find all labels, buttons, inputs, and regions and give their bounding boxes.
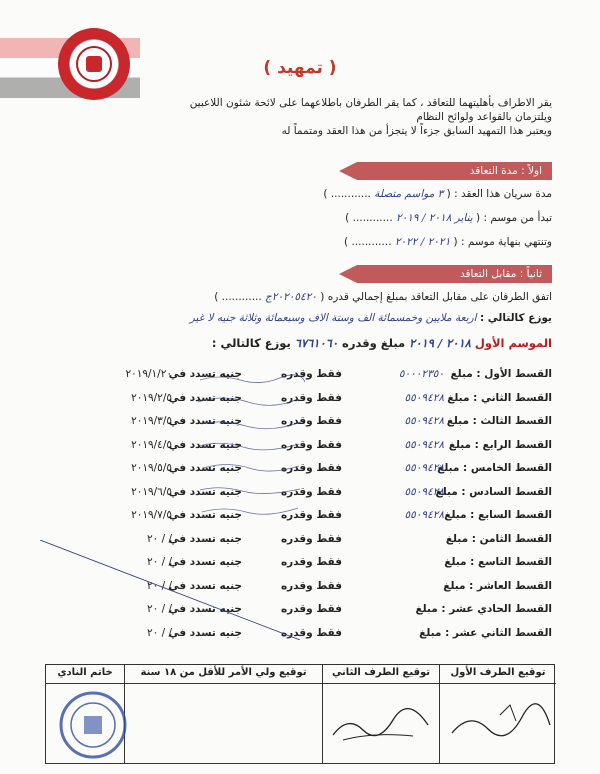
installment-words: فقط وقدره <box>280 556 342 568</box>
season-amount-label: مبلغ وقدره <box>342 336 406 350</box>
start-season-row: تبدأ من موسم : ( يناير ٢٠١٨ / ٢٠١٩ ............ ) <box>345 212 552 224</box>
installment-due: جنيه تسدد في <box>168 415 242 427</box>
installment-date: ٢٠١٩/٢/٥ <box>131 391 172 404</box>
installment-amount: ٥٥٠٩٤٢٨ <box>404 462 444 474</box>
installment-words: فقط وقدره <box>280 438 342 451</box>
installment-due: جنيه تسدد في <box>168 509 242 521</box>
installment-label: القسط الثالث : مبلغ <box>446 415 552 427</box>
installment-date: / / ٢٠ <box>146 579 172 592</box>
installment-date: / / ٢٠ <box>146 556 172 568</box>
installment-date: ٢٠١٩/١/٢٠ <box>125 368 172 380</box>
seal-caption: خاتم النادي <box>57 667 113 678</box>
installment-due: جنيه تسدد في <box>168 438 242 451</box>
handwritten-notes <box>195 372 305 522</box>
end-season-value: ٢٠٢١ / ٢٠٢٢ <box>394 236 451 248</box>
installment-amount: ٥٥٠٩٤٢٨ <box>404 391 444 404</box>
installment-amount: ٥٥٠٩٤٢٨ <box>404 509 444 521</box>
installment-date: / / ٢٠ <box>146 603 172 615</box>
installment-label: القسط الثاني : مبلغ <box>447 391 552 404</box>
intro-line-2: ويلتزمان بالقواعد ولوائح النظام <box>416 111 552 123</box>
installment-due: جنيه تسدد في <box>168 532 242 545</box>
intro-line-1: يقر الاطراف بأهليتهما للتعاقد ، كما يقر الطرفان باطلاعهما على لائحة شئون اللاعبين <box>189 97 552 109</box>
distribution-value: اربعة ملايين وخمسمائة الف وستة الاف وسبعمائة وثلاثة جنيه لا غير <box>189 312 477 324</box>
season-amount: ٦٧٦١٠٦٠ <box>294 336 339 350</box>
installment-words: فقط وقدره <box>280 391 342 404</box>
installment-words: فقط وقدره <box>280 485 342 498</box>
installment-label: القسط السابع : مبلغ <box>444 509 552 521</box>
section-heading-duration: اولاً : مدة التعاقد <box>357 162 552 180</box>
club-stamp-icon <box>58 690 128 760</box>
start-season-value: يناير ٢٠١٨ / ٢٠١٩ <box>396 212 473 224</box>
installment-date: / / ٢٠ <box>146 626 172 639</box>
installment-due: جنيه تسدد في <box>168 626 242 639</box>
installment-due: جنيه تسدد في <box>168 579 242 592</box>
installment-words: فقط وقدره <box>280 626 342 639</box>
installment-label: القسط التاسع : مبلغ <box>444 556 552 568</box>
intro-line-3: ويعتبر هذا التمهيد السابق جزءاً لا يتجزأ من هذا العقد ومتمماً له <box>281 125 552 137</box>
end-season-label: وتنتهي بنهاية موسم <box>467 236 552 248</box>
strike-through-line <box>40 540 300 640</box>
intro-paragraph <box>52 96 552 138</box>
installment-words: فقط وقدره <box>280 603 342 615</box>
installment-words: فقط وقدره <box>280 415 342 427</box>
season-label: الموسم الأول <box>474 336 552 350</box>
season-row <box>212 336 552 350</box>
installment-words: فقط وقدره <box>280 579 342 592</box>
guardian-caption: توقيع ولي الأمر للأقل من ١٨ سنة <box>140 667 307 678</box>
duration-label: مدة سريان هذا العقد <box>460 188 552 200</box>
installment-label: القسط الأول : مبلغ <box>450 368 552 380</box>
first-party-signature <box>440 685 557 765</box>
installment-words: فقط وقدره <box>280 368 342 380</box>
installment-label: القسط العاشر : مبلغ <box>443 579 552 592</box>
installment-amount: ٥٥٠٩٤٢٨ <box>404 438 444 451</box>
total-amount-value: ٢٠٢٠٥٤٢٠ج <box>265 291 317 303</box>
installment-due: جنيه تسدد في <box>168 485 242 498</box>
installment-due: جنيه تسدد في <box>168 391 242 404</box>
season-years: ٢٠١٨ / ٢٠١٩ <box>409 336 471 350</box>
duration-value: ٣ مواسم متصلة <box>374 188 444 200</box>
installment-words: فقط وقدره <box>280 462 342 474</box>
second-party-caption: توقيع الطرف الثاني <box>331 667 431 678</box>
first-party-cell <box>439 665 556 763</box>
installment-label: القسط الثاني عشر : مبلغ <box>419 626 552 639</box>
season-tail: يوزع كالتالي : <box>211 336 291 350</box>
club-logo-icon <box>58 28 130 100</box>
installment-amount: ٥٥٠٩٤٢٨ <box>404 485 444 498</box>
duration-row: مدة سريان هذا العقد : ( ٣ مواسم متصلة ............ ) <box>323 188 552 200</box>
installment-amount: ٥٠٠٠٢٣٥٠ <box>398 368 444 380</box>
installment-date: ٢٠١٩/٣/٥ <box>131 415 172 427</box>
start-season-label: تبدأ من موسم <box>490 212 552 224</box>
end-season-row: وتنتهي بنهاية موسم : ( ٢٠٢١ / ٢٠٢٢ ............ ) <box>344 236 552 248</box>
first-party-caption: توقيع الطرف الأول <box>450 667 546 678</box>
installment-due: جنيه تسدد في <box>168 462 242 474</box>
installment-label: القسط الخامس : مبلغ <box>437 462 552 474</box>
installment-due: جنيه تسدد في <box>168 368 242 380</box>
installment-date: ٢٠١٩/٥/٥ <box>131 462 172 474</box>
distribution-row <box>190 312 552 324</box>
guardian-cell <box>124 665 322 763</box>
section-heading-payment: ثانياً : مقابل التعاقد <box>357 265 552 283</box>
installment-label: القسط الرابع : مبلغ <box>448 438 552 451</box>
installment-date: ٢٠١٩/٤/٥ <box>131 438 172 451</box>
installment-label: القسط الحادي عشر : مبلغ <box>415 603 552 615</box>
installment-words: فقط وقدره <box>280 532 342 545</box>
installment-label: القسط السادس : مبلغ <box>435 485 552 498</box>
installment-due: جنيه تسدد في <box>168 556 242 568</box>
total-amount-row: اتفق الطرفان على مقابل التعاقد بمبلغ إجمالي قدره ( ٢٠٢٠٥٤٢٠ج ............ ) <box>214 291 552 303</box>
second-party-signature <box>323 685 440 765</box>
installment-due: جنيه تسدد في <box>168 603 242 615</box>
installment-label: القسط الثامن : مبلغ <box>445 532 552 545</box>
installment-amount: ٥٥٠٩٤٢٨ <box>404 415 444 427</box>
second-party-cell <box>322 665 439 763</box>
distribution-label: يوزع كالتالي : <box>479 312 552 324</box>
total-amount-label: اتفق الطرفان على مقابل التعاقد بمبلغ إجمالي قدره <box>327 291 552 303</box>
installment-date: / / ٢٠ <box>146 532 172 545</box>
page-title: ( تمهيد ) <box>263 58 337 78</box>
installment-date: ٢٠١٩/٧/٥ <box>131 509 172 521</box>
installment-date: ٢٠١٩/٦/٥ <box>131 485 172 498</box>
installment-words: فقط وقدره <box>280 509 342 521</box>
